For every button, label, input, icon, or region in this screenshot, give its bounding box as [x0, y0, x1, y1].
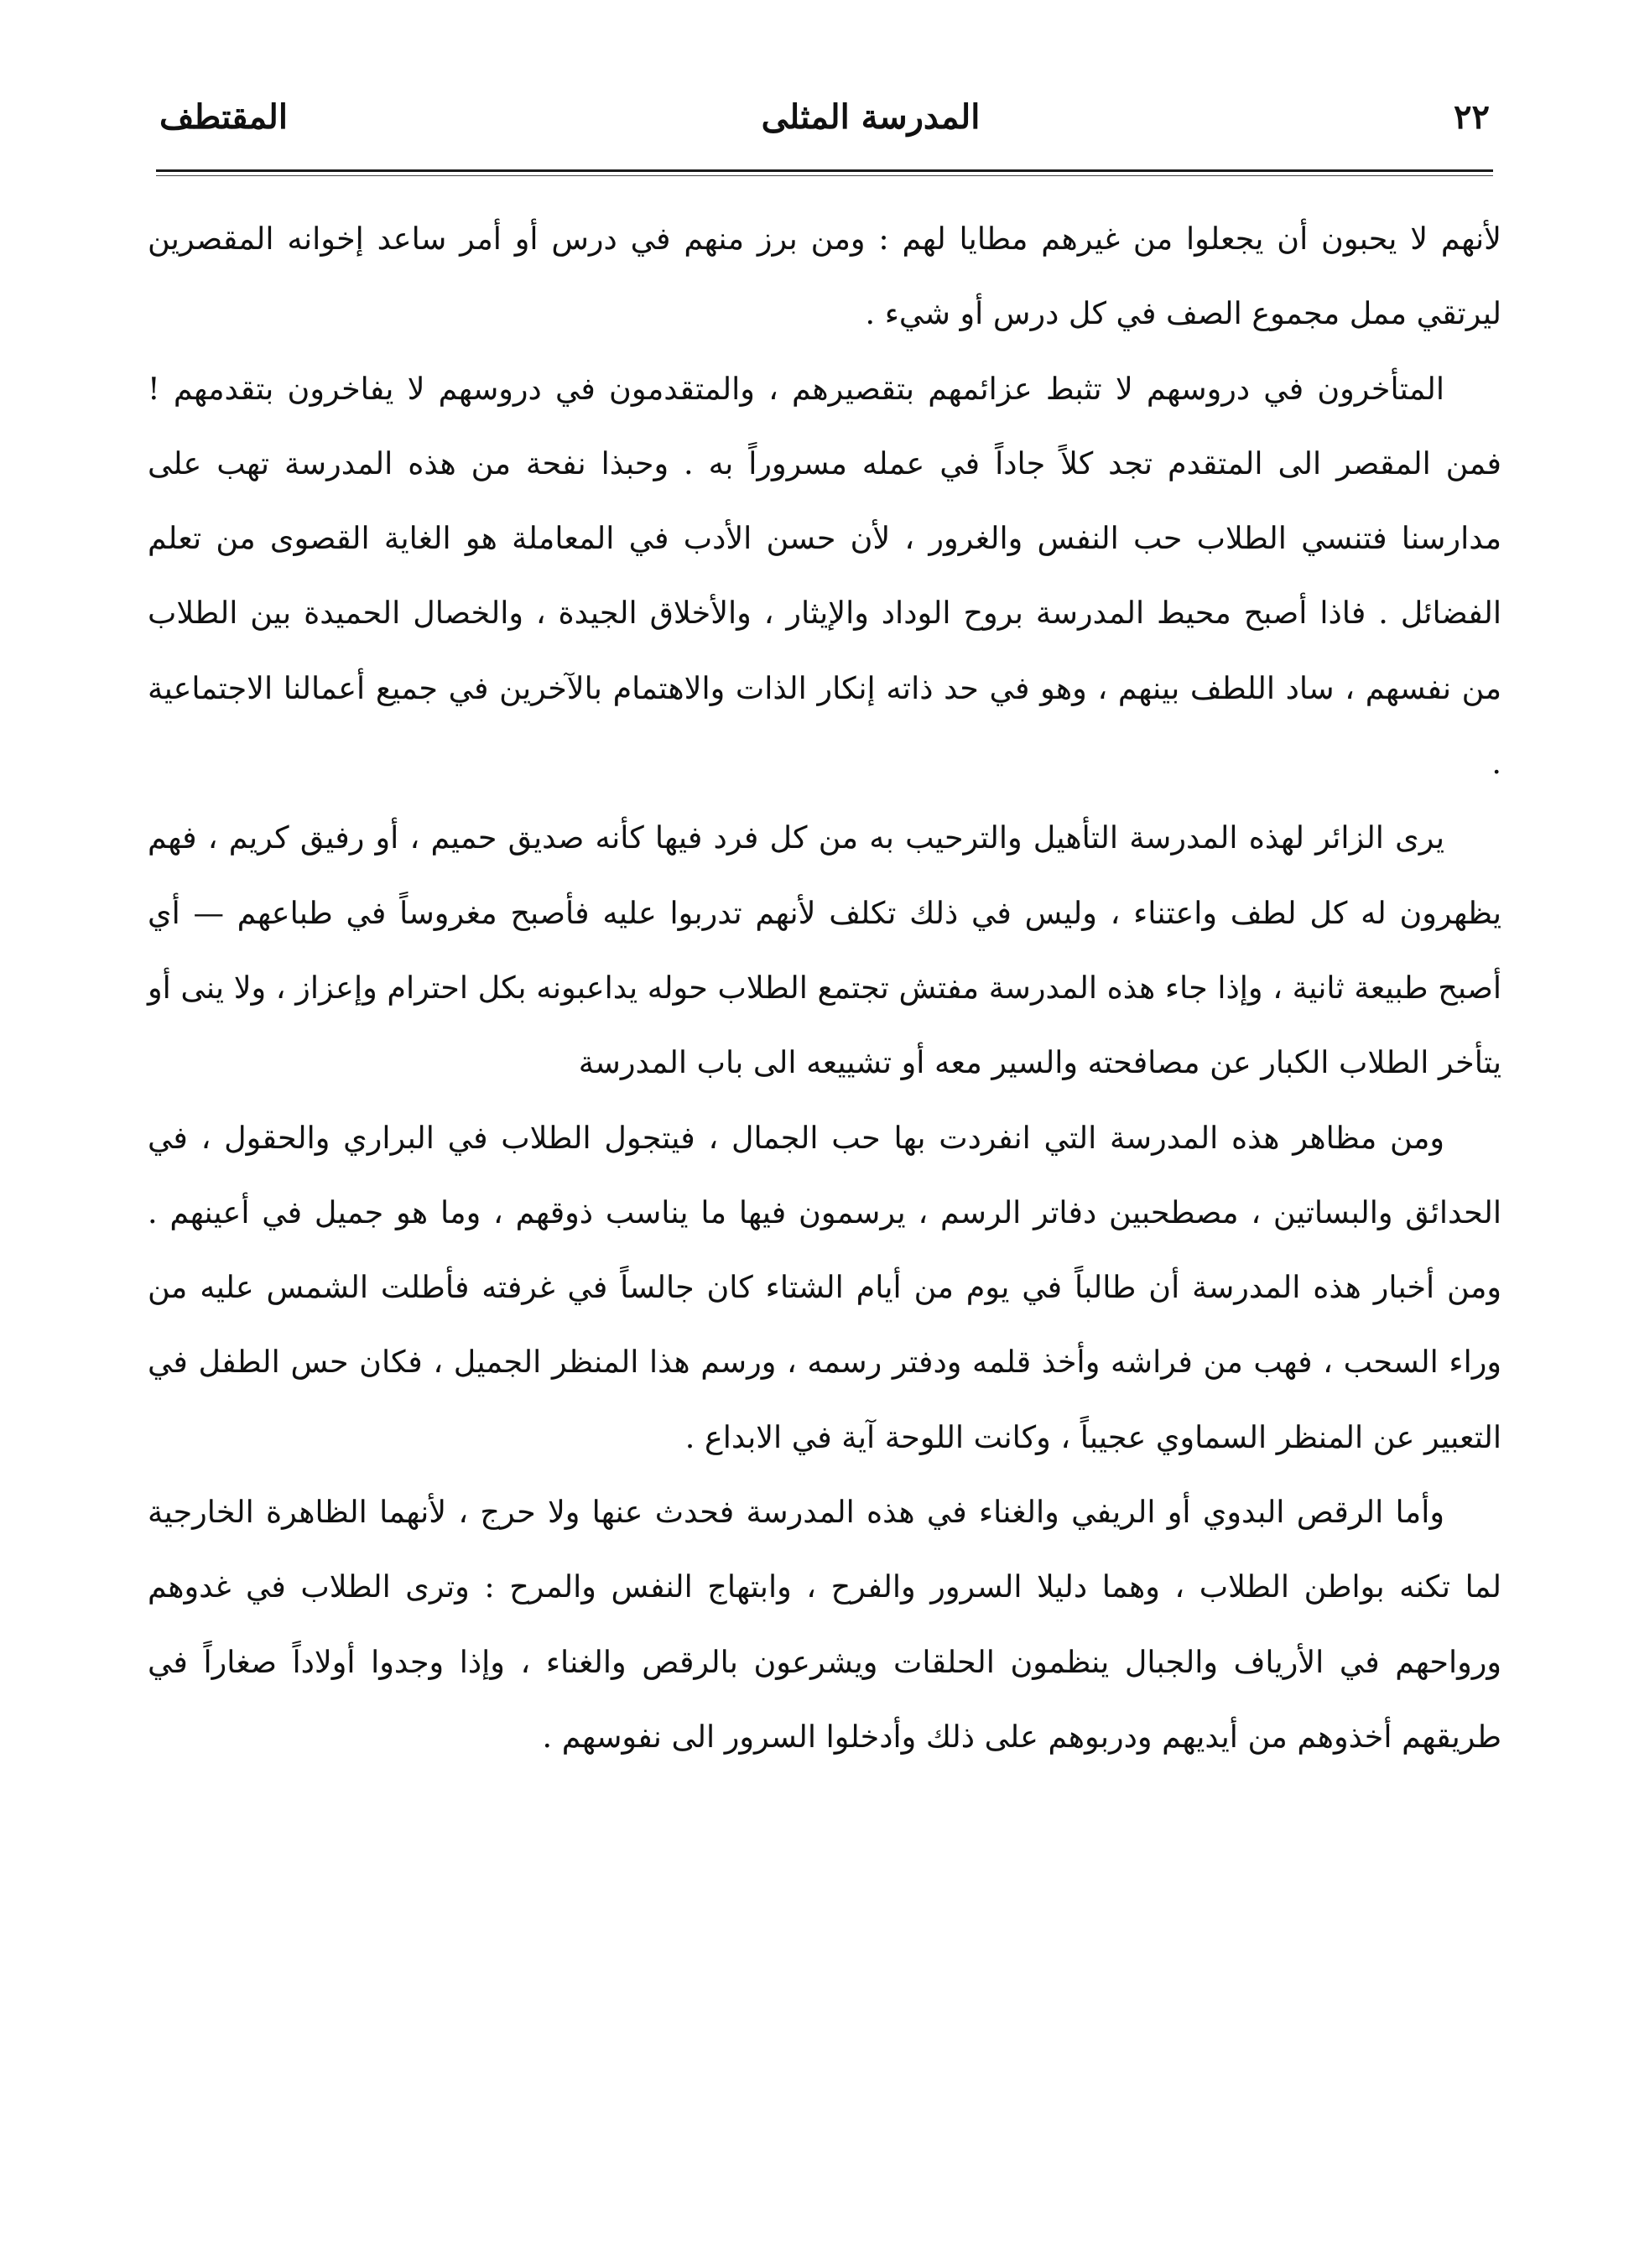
running-title: المدرسة المثلى: [761, 97, 981, 137]
page-number: ٢٢: [1454, 97, 1490, 137]
article-body: [148, 201, 1501, 1774]
running-header: [148, 92, 1501, 163]
paragraph-1: لأنهم لا يحبون أن يجعلوا من غيرهم مطايا لهم : ومن برز منهم في درس أو أمر ساعد إخوانه المقصرين ليرتقي ممل مجموع الصف في كل درس أو شيء .: [148, 221, 1501, 332]
paragraph-4: ومن مظاهر هذه المدرسة التي انفردت بها حب الجمال ، فيتجول الطلاب في البراري والحقول ، في الحدائق والبساتين ، مصطحبين دفاتر الرسم ، يرسمون فيها ما يناسب ذوقهم ، وما هو جميل في أعينهم . ومن أخبار هذه المدرسة أن طالباً في يوم من أيام الشتاء كان جالساً في غرفته فأطلت الشمس عليه من وراء السحب ، فهب من فراشه وأخذ قلمه ودفتر رسمه ، ورسم هذا المنظر الجميل ، فكان حس الطفل في التعبير عن المنظر السماوي عجيباً ، وكانت اللوحة آية في الابداع .: [148, 1119, 1501, 1455]
paragraph-5: وأما الرقص البدوي أو الريفي والغناء في هذه المدرسة فحدث عنها ولا حرج ، لأنهما الظاهرة الخارجية لما تكنه بواطن الطلاب ، وهما دليلا السرور والفرح ، وابتهاج النفس والمرح : وترى الطلاب في غدوهم ورواحهم في الأرياف والجبال ينظمون الحلقات ويشرعون بالرقص والغناء ، وإذا وجدوا أولاداً صغاراً في طريقهم أخذوهم من أيديهم ودربوهم على ذلك وأدخلوا السرور الى نفوسهم .: [148, 1494, 1501, 1755]
paragraph-3: يرى الزائر لهذه المدرسة التأهيل والترحيب به من كل فرد فيها كأنه صديق حميم ، أو رفيق كريم ، فهم يظهرون له كل لطف واعتناء ، وليس في ذلك تكلف لأنهم تدربوا عليه فأصبح مغروساً في طباعهم — أي أصبح طبيعة ثانية ، وإذا جاء هذه المدرسة مفتش تجتمع الطلاب حوله يداعبونه بكل احترام وإعزاز ، ولا ينى أو يتأخر الطلاب الكبار عن مصافحته والسير معه أو تشييعه الى باب المدرسة: [148, 819, 1501, 1081]
paragraph-2: المتأخرون في دروسهم لا تثبط عزائمهم بتقصيرهم ، والمتقدمون في دروسهم لا يفاخرون بتقدمهم ! فمن المقصر الى المتقدم تجد كلاً جاداً في عمله مسروراً به . وحبذا نفحة من هذه المدرسة تهب على مدارسنا فتنسي الطلاب حب النفس والغرور ، لأن حسن الأدب في المعاملة هو الغاية القصوى من تعلم الفضائل . فاذا أصبح محيط المدرسة بروح الوداد والإيثار ، والأخلاق الجيدة ، والخصال الحميدة بين الطلاب من نفسهم ، ساد اللطف بينهم ، وهو في حد ذاته إنكار الذات والاهتمام بالآخرين في جميع أعمالنا الاجتماعية .: [148, 370, 1501, 782]
header-rule-thin: [156, 175, 1493, 176]
journal-name: المقتطف: [159, 97, 288, 137]
header-rule: [156, 169, 1493, 172]
